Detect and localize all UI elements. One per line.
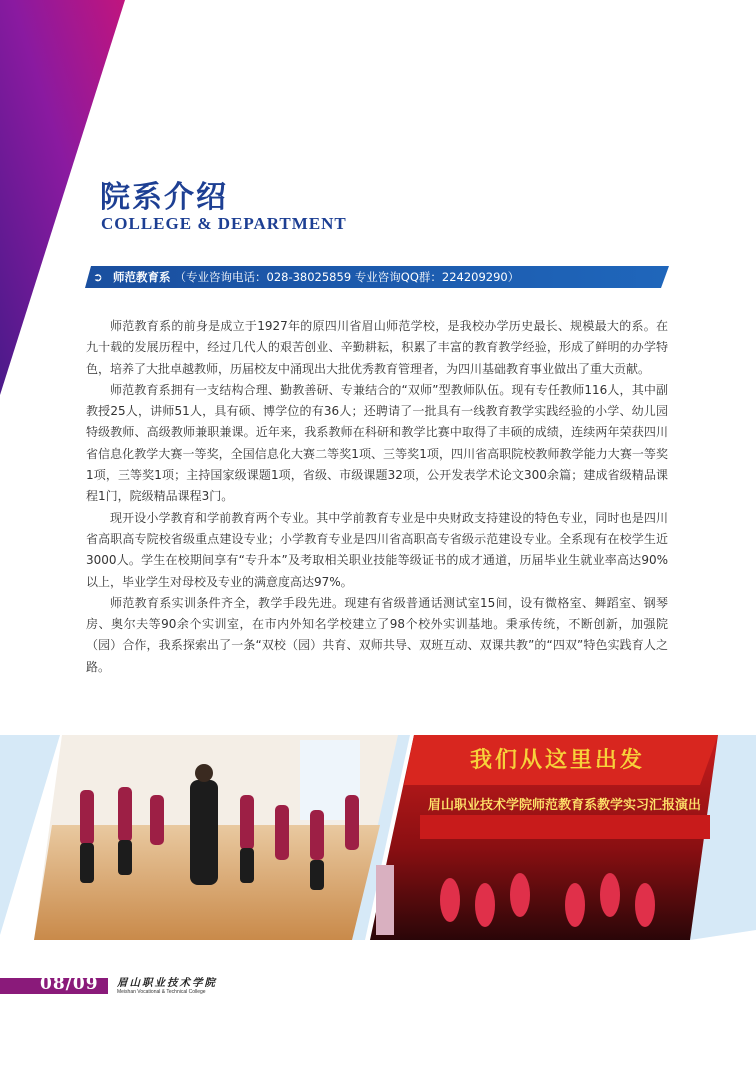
- college-logo-text: 眉山职业技术学院: [117, 977, 217, 989]
- page-title: 院系介绍: [100, 180, 228, 215]
- paragraph-training: 师范教育系实训条件齐全，教学手段先进。现建有省级普通话测试室15间，设有微格室、舞蹈室、钢琴房、奥尔夫等90余个实训室，在市内外知名学校建立了98个校外实训基地。秉承传统，不断创新，加强院（园）合作，我系探索出了一条“双校（园）共育、双师共导、双班互动、双课共教”的“四双”特色实践育人之路。: [86, 595, 668, 674]
- page-numbers: 08/09: [40, 974, 99, 994]
- college-logo-english: Meishan Vocational & Technical College: [117, 989, 206, 995]
- department-description: [86, 316, 668, 678]
- performance-banner-text: 眉山职业技术学院师范教育系教学实习汇报演出: [428, 798, 702, 813]
- department-contact: （专业咨询电话：028-38025859 专业咨询QQ群：224209290）: [174, 270, 520, 284]
- department-name: 师范教育系: [113, 270, 171, 284]
- arrow-circle-icon: ➲: [93, 270, 103, 284]
- paragraph-history: 师范教育系的前身是成立于1927年的原四川省眉山师范学校，是我校办学历史最长、规模最大的系。在九十载的发展历程中，经过几代人的艰苦创业、辛勤耕耘，积累了丰富的教育教学经验，形成了鲜明的办学特色，培养了大批卓越教师，历届校友中涌现出大批优秀教育管理者，为四川基础教育事业做出了重大贡献。: [86, 319, 668, 376]
- dance-class-photo: [34, 735, 398, 940]
- department-bar: [85, 266, 669, 288]
- paragraph-majors: 现开设小学教育和学前教育两个专业。其中学前教育专业是中央财政支持建设的特色专业，同时也是四川省高职高专院校省级重点建设专业；小学教育专业是四川省高职高专省级示范建设专业。全系现有在校学生近3000人。学生在校期间享有“专升本”及考取相关职业技能等级证书的成才通道，历届毕业生就业率高达90%以上，毕业学生对母校及专业的满意度高达97%。: [86, 510, 668, 589]
- paragraph-faculty: 师范教育系拥有一支结构合理、勤教善研、专兼结合的“双师”型教师队伍。现有专任教师116人，其中副教授25人，讲师51人，具有硕、博学位的有36人；还聘请了一批具有一线教育教学实践经验的小学、幼儿园特级教师、高级教师兼职兼课。近年来，我系教师在科研和教学比赛中取得了丰硕的成绩，连续两年荣获四川省信息化教学大赛一等奖，全国信息化大赛二等奖1项、三等奖1项，四川省高职院校教师教学能力大赛一等奖1项，三等奖1项；主持国家级课题1项，省级、市级课题32项，公开发表学术论文300余篇；建成省级精品课程1门，院级精品课程3门。: [86, 382, 668, 504]
- photo-slogan: 我们从这里出发: [470, 747, 646, 773]
- page-subtitle: COLLEGE & DEPARTMENT: [101, 214, 347, 233]
